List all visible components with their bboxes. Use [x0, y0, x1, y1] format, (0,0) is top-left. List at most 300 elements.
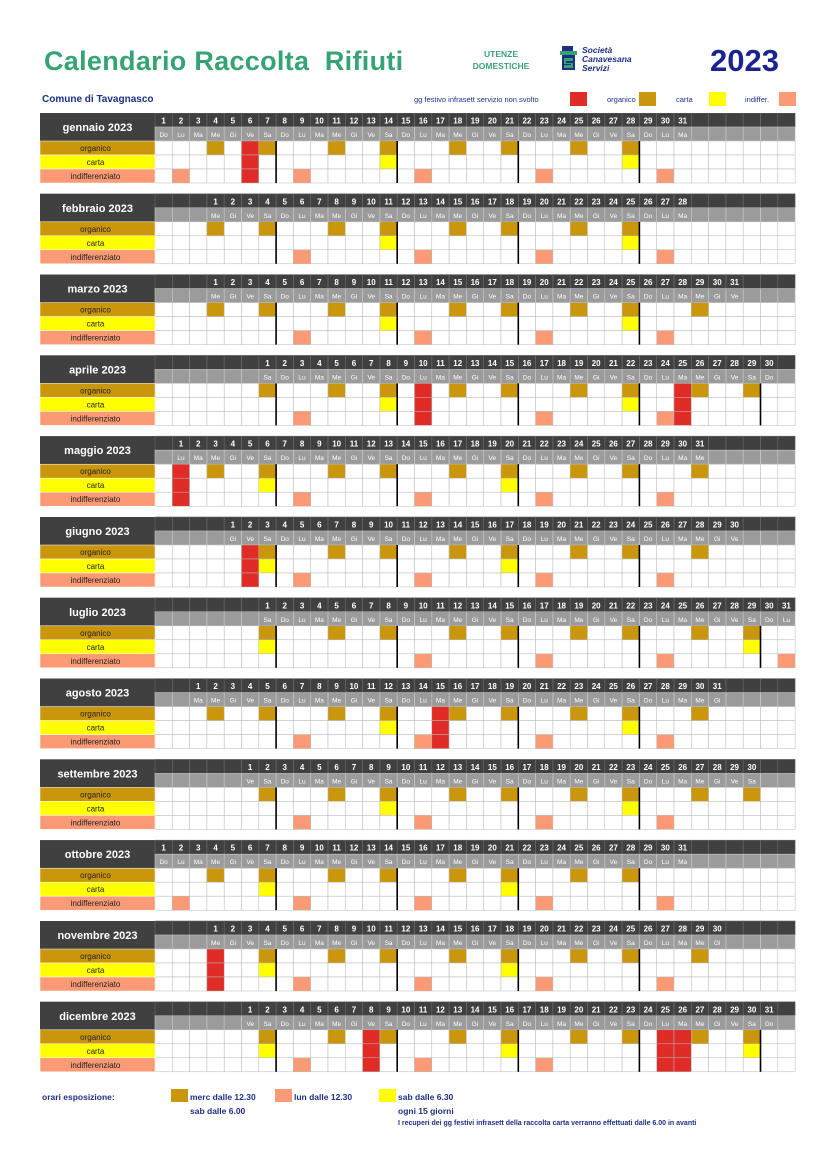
cell-carta	[501, 721, 518, 735]
day-number: 9	[351, 197, 357, 207]
day-number: 1	[265, 601, 270, 611]
cell-indifferenziato	[397, 573, 414, 587]
cell-carta	[449, 397, 466, 411]
cell-organico	[484, 626, 501, 640]
cell-carta	[380, 397, 397, 411]
row-label-organico: organico	[80, 871, 111, 881]
cell-carta	[328, 882, 345, 896]
weekday-label: Lu	[298, 616, 306, 624]
cell-organico	[449, 222, 466, 236]
cell-indifferenziato	[484, 573, 501, 587]
weekday-label: Ve	[488, 1020, 497, 1028]
cell-organico	[242, 141, 259, 155]
cell-organico	[639, 383, 656, 397]
cell-organico	[432, 707, 449, 721]
weekday-label: Ma	[435, 536, 445, 543]
cell-organico	[432, 464, 449, 478]
cell-organico	[709, 949, 726, 963]
cell-organico	[743, 707, 760, 721]
cell-indifferenziato	[242, 896, 259, 910]
cell-carta	[155, 478, 172, 492]
weekday-label: Ma	[557, 778, 567, 786]
weekday-label: Sa	[505, 212, 514, 220]
cell-organico	[570, 949, 587, 963]
cell-organico	[293, 707, 310, 721]
weekday-label: Gi	[350, 212, 358, 220]
cell-organico	[726, 545, 743, 559]
day-number: 23	[539, 843, 549, 853]
row-label-organico: organico	[80, 952, 111, 961]
cell-carta	[190, 1044, 207, 1058]
cell-carta	[657, 317, 674, 331]
cell-carta	[605, 801, 622, 815]
month-name: dicembre 2023	[59, 1010, 136, 1023]
weekday-label: Do	[401, 1020, 411, 1028]
weekday-label: Sa	[263, 212, 272, 220]
cell-carta	[484, 963, 501, 977]
weekday-label: Ve	[367, 212, 376, 220]
day-number: 21	[608, 601, 618, 611]
day-number: 20	[557, 520, 567, 530]
day-number: 6	[282, 682, 287, 692]
cell-carta	[743, 801, 760, 815]
cell-organico	[242, 868, 259, 882]
cell-organico	[259, 707, 276, 721]
cell-organico	[778, 949, 795, 963]
cell-carta	[242, 882, 259, 896]
cell-organico	[761, 626, 778, 640]
cell-organico	[518, 949, 535, 963]
cell-indifferenziato	[501, 250, 518, 264]
weekday-label: Me	[453, 859, 463, 867]
weekday-label: Gi	[471, 536, 479, 543]
cell-indifferenziato	[518, 250, 535, 264]
day-number: 20	[574, 1005, 584, 1015]
cell-organico	[242, 303, 259, 317]
cell-carta	[415, 721, 432, 735]
cell-indifferenziato	[778, 977, 795, 991]
cell-indifferenziato	[155, 169, 172, 183]
weekday-label: Lu	[298, 374, 306, 382]
cell-carta	[622, 963, 639, 977]
weekday-label: Ve	[246, 212, 254, 220]
cell-carta	[242, 801, 259, 815]
weekday-label: Ve	[609, 940, 618, 947]
day-number: 30	[660, 116, 670, 126]
cell-carta	[536, 397, 553, 411]
day-number: 18	[505, 278, 515, 288]
weekday-label: Lu	[782, 616, 791, 624]
cell-organico	[518, 545, 535, 559]
cell-indifferenziato	[639, 815, 656, 829]
cell-organico	[397, 949, 414, 963]
cell-carta	[657, 963, 674, 977]
cell-carta	[622, 1044, 639, 1058]
weekday-label: Ma	[193, 132, 203, 139]
day-number: 23	[557, 439, 567, 449]
cell-indifferenziato	[466, 896, 483, 910]
cell-indifferenziato	[449, 654, 466, 668]
cell-carta	[536, 236, 553, 250]
cell-indifferenziato	[605, 492, 622, 506]
cell-indifferenziato	[709, 169, 726, 183]
cell-carta	[190, 882, 207, 896]
cell-organico	[778, 868, 795, 882]
cell-carta	[639, 397, 656, 411]
weekday-label: Ma	[678, 536, 688, 543]
cell-carta	[380, 317, 397, 331]
cell-indifferenziato	[553, 169, 570, 183]
day-number: 6	[334, 1005, 339, 1015]
weekday-label: Do	[522, 374, 532, 382]
weekday-label: Ma	[435, 293, 445, 301]
weekday-label: Lu	[298, 778, 306, 786]
cell-organico	[207, 222, 224, 236]
day-number: 10	[366, 197, 376, 207]
cell-indifferenziato	[259, 977, 276, 991]
cell-carta	[501, 397, 518, 411]
cell-indifferenziato	[449, 169, 466, 183]
weekday-label: Me	[332, 859, 342, 867]
weekday-label: Lu	[177, 455, 185, 463]
cell-organico	[605, 868, 622, 882]
cell-carta	[639, 155, 656, 169]
day-number: 22	[608, 762, 618, 772]
cell-carta	[501, 559, 518, 573]
cell-indifferenziato	[259, 815, 276, 829]
day-number: 15	[453, 197, 463, 207]
cell-indifferenziato	[778, 815, 795, 829]
weekday-label: Sa	[505, 859, 514, 867]
weekday-label: Ve	[730, 536, 739, 543]
day-number: 22	[557, 682, 567, 692]
cell-carta	[553, 640, 570, 654]
cell-carta	[155, 236, 172, 250]
cell-carta	[311, 1044, 328, 1058]
cell-carta	[345, 317, 362, 331]
weekday-label: Lu	[540, 293, 548, 301]
cell-carta	[207, 1044, 224, 1058]
weekday-label: Gi	[592, 212, 600, 220]
cell-carta	[207, 559, 224, 573]
cell-carta	[484, 478, 501, 492]
cell-carta	[622, 478, 639, 492]
cell-indifferenziato	[380, 1058, 397, 1072]
cell-indifferenziato	[605, 250, 622, 264]
weekday-label: Ve	[246, 293, 254, 301]
day-number: 16	[470, 278, 480, 288]
cell-carta	[761, 478, 778, 492]
weekday-label: Ve	[246, 697, 254, 705]
cell-carta	[242, 397, 259, 411]
cell-carta	[536, 963, 553, 977]
day-number: 13	[470, 358, 480, 368]
cell-carta	[293, 882, 310, 896]
cell-indifferenziato	[449, 1058, 466, 1072]
cell-carta	[415, 478, 432, 492]
logo-line: Società	[582, 45, 613, 55]
day-number: 15	[453, 278, 463, 288]
cell-indifferenziato	[553, 735, 570, 749]
day-number: 22	[539, 439, 549, 449]
day-number: 15	[505, 358, 515, 368]
cell-organico	[190, 949, 207, 963]
cell-carta	[432, 882, 449, 896]
cell-organico	[778, 383, 795, 397]
cell-indifferenziato	[657, 250, 674, 264]
cell-indifferenziato	[259, 654, 276, 668]
cell-indifferenziato	[380, 896, 397, 910]
weekday-label: Ma	[557, 940, 567, 947]
cell-indifferenziato	[709, 654, 726, 668]
cell-organico	[345, 222, 362, 236]
cell-organico	[691, 949, 708, 963]
cell-carta	[363, 317, 380, 331]
cell-indifferenziato	[397, 411, 414, 425]
cell-organico	[345, 383, 362, 397]
weekday-label: Me	[695, 697, 705, 705]
cell-carta	[363, 963, 380, 977]
day-number: 25	[574, 843, 584, 853]
cell-carta	[691, 317, 708, 331]
day-number: 1	[213, 197, 218, 207]
cell-organico	[605, 545, 622, 559]
cell-organico	[259, 626, 276, 640]
weekday-label: Sa	[263, 132, 272, 139]
cell-indifferenziato	[155, 977, 172, 991]
cell-carta	[276, 317, 293, 331]
cell-organico	[207, 868, 224, 882]
day-number: 2	[282, 601, 287, 611]
cell-indifferenziato	[570, 735, 587, 749]
day-number: 6	[299, 197, 305, 207]
day-number: 22	[626, 601, 636, 611]
weekday-label: Sa	[626, 1020, 635, 1028]
day-number: 29	[712, 520, 722, 530]
weekday-label: Gi	[350, 940, 358, 947]
day-number: 9	[403, 358, 409, 368]
day-number: 11	[418, 762, 428, 772]
day-number: 4	[265, 924, 270, 934]
weekday-label: Sa	[626, 536, 635, 543]
cell-indifferenziato	[466, 492, 483, 506]
day-number: 23	[574, 682, 584, 692]
weekday-label: Me	[574, 859, 584, 867]
cell-carta	[311, 155, 328, 169]
day-number: 27	[608, 116, 618, 126]
cell-carta	[778, 478, 795, 492]
cell-carta	[345, 397, 362, 411]
weekday-label: Gi	[714, 940, 721, 947]
cell-organico	[155, 383, 172, 397]
cell-organico	[501, 787, 518, 801]
cell-indifferenziato	[397, 896, 414, 910]
cell-indifferenziato	[276, 169, 293, 183]
cell-indifferenziato	[536, 331, 553, 345]
cell-carta	[224, 882, 241, 896]
cell-organico	[449, 1030, 466, 1044]
cell-indifferenziato	[743, 169, 760, 183]
cell-carta	[778, 559, 795, 573]
cell-indifferenziato	[224, 654, 241, 668]
day-number: 3	[265, 520, 270, 530]
cell-indifferenziato	[743, 250, 760, 264]
day-number: 27	[660, 197, 670, 207]
cell-indifferenziato	[311, 654, 328, 668]
weekday-label: Ve	[609, 374, 618, 382]
cell-carta	[259, 801, 276, 815]
cell-carta	[363, 882, 380, 896]
cell-organico	[726, 707, 743, 721]
cell-indifferenziato	[657, 492, 674, 506]
weekday-label: Ma	[314, 293, 324, 301]
cell-indifferenziato	[518, 654, 535, 668]
cell-carta	[639, 963, 656, 977]
row-label-organico: organico	[80, 305, 111, 315]
cell-carta	[605, 640, 622, 654]
weekday-label: Lu	[419, 859, 427, 867]
cell-organico	[432, 787, 449, 801]
day-number: 17	[435, 843, 445, 853]
cell-carta	[726, 963, 743, 977]
day-number: 29	[660, 439, 670, 449]
day-number: 3	[230, 682, 236, 692]
cell-carta	[622, 155, 639, 169]
cell-carta	[484, 882, 501, 896]
month-block	[40, 598, 795, 668]
cell-carta	[293, 801, 310, 815]
weekday-label: Sa	[384, 616, 393, 624]
cell-indifferenziato	[536, 735, 553, 749]
weekday-label: Gi	[592, 697, 600, 705]
weekday-label: Lu	[540, 455, 548, 463]
weekday-label: Sa	[505, 132, 514, 139]
cell-organico	[259, 222, 276, 236]
weekday-label: Me	[453, 536, 463, 543]
cell-indifferenziato	[363, 573, 380, 587]
day-number: 26	[643, 924, 653, 934]
weekday-label: Lu	[540, 132, 548, 139]
cell-organico	[466, 707, 483, 721]
cell-indifferenziato	[449, 977, 466, 991]
weekday-label: Gi	[592, 132, 600, 139]
cell-carta	[726, 478, 743, 492]
cell-carta	[397, 721, 414, 735]
cell-organico	[328, 1030, 345, 1044]
cell-indifferenziato	[293, 492, 310, 506]
row-label-organico: organico	[80, 628, 111, 638]
cell-indifferenziato	[743, 815, 760, 829]
cell-organico	[259, 383, 276, 397]
day-number: 19	[505, 682, 515, 692]
cell-indifferenziato	[432, 492, 449, 506]
weekday-label: Do	[401, 536, 411, 543]
cell-indifferenziato	[224, 169, 241, 183]
cell-organico	[328, 464, 345, 478]
cell-carta	[276, 640, 293, 654]
cell-carta	[778, 801, 795, 815]
cell-organico	[328, 949, 345, 963]
cell-indifferenziato	[242, 735, 259, 749]
cell-carta	[155, 155, 172, 169]
cell-carta	[674, 155, 691, 169]
row-label-organico: organico	[80, 144, 111, 153]
cell-organico	[570, 141, 587, 155]
row-label-organico: organico	[80, 548, 111, 557]
cell-indifferenziato	[190, 735, 207, 749]
day-number: 12	[418, 520, 428, 530]
day-number: 11	[384, 924, 393, 934]
weekday-label: Ma	[678, 940, 688, 947]
weekday-label: Me	[453, 940, 463, 947]
day-number: 2	[230, 278, 236, 288]
cell-carta	[293, 397, 310, 411]
cell-carta	[380, 963, 397, 977]
cell-organico	[380, 303, 397, 317]
weekday-label: Sa	[505, 536, 514, 543]
cell-carta	[380, 640, 397, 654]
cell-indifferenziato	[207, 411, 224, 425]
cell-organico	[432, 383, 449, 397]
day-number: 18	[453, 843, 463, 853]
weekday-label: Gi	[229, 132, 237, 139]
cell-carta	[726, 640, 743, 654]
cell-carta	[259, 317, 276, 331]
cell-indifferenziato	[328, 654, 345, 668]
cell-carta	[397, 882, 414, 896]
cell-organico	[570, 464, 587, 478]
day-number: 9	[317, 439, 322, 449]
day-number: 10	[401, 1005, 411, 1015]
cell-carta	[415, 559, 432, 573]
cell-carta	[155, 640, 172, 654]
cell-organico	[449, 383, 466, 397]
cell-organico	[466, 787, 483, 801]
cell-carta	[709, 721, 726, 735]
weekday-label: Ve	[488, 616, 497, 624]
cell-carta	[778, 1044, 795, 1058]
cell-indifferenziato	[761, 977, 778, 991]
weekday-label: Do	[522, 212, 532, 220]
footer-indiff-swatch	[275, 1089, 292, 1102]
cell-indifferenziato	[259, 331, 276, 345]
month-block	[40, 840, 795, 910]
cell-carta	[224, 721, 241, 735]
day-number: 5	[334, 601, 339, 611]
weekday-label: Gi	[229, 455, 237, 463]
cell-carta	[743, 640, 760, 654]
cell-indifferenziato	[605, 735, 622, 749]
day-number: 9	[369, 520, 374, 530]
cell-indifferenziato	[207, 169, 224, 183]
cell-organico	[691, 626, 708, 640]
cell-organico	[639, 707, 656, 721]
day-number: 26	[591, 116, 601, 126]
cell-indifferenziato	[639, 735, 656, 749]
weekday-label: Ve	[367, 697, 376, 705]
cell-carta	[449, 236, 466, 250]
footer-organico-swatch	[171, 1089, 188, 1102]
cell-indifferenziato	[293, 1058, 310, 1072]
weekday-label: Gi	[592, 859, 600, 867]
weekday-label: Do	[522, 778, 532, 786]
cell-organico	[778, 1030, 795, 1044]
cell-organico	[449, 303, 466, 317]
cell-carta	[172, 801, 189, 815]
cell-organico	[778, 707, 795, 721]
weekday-label: Do	[280, 132, 289, 139]
weekday-label: Do	[522, 859, 532, 867]
